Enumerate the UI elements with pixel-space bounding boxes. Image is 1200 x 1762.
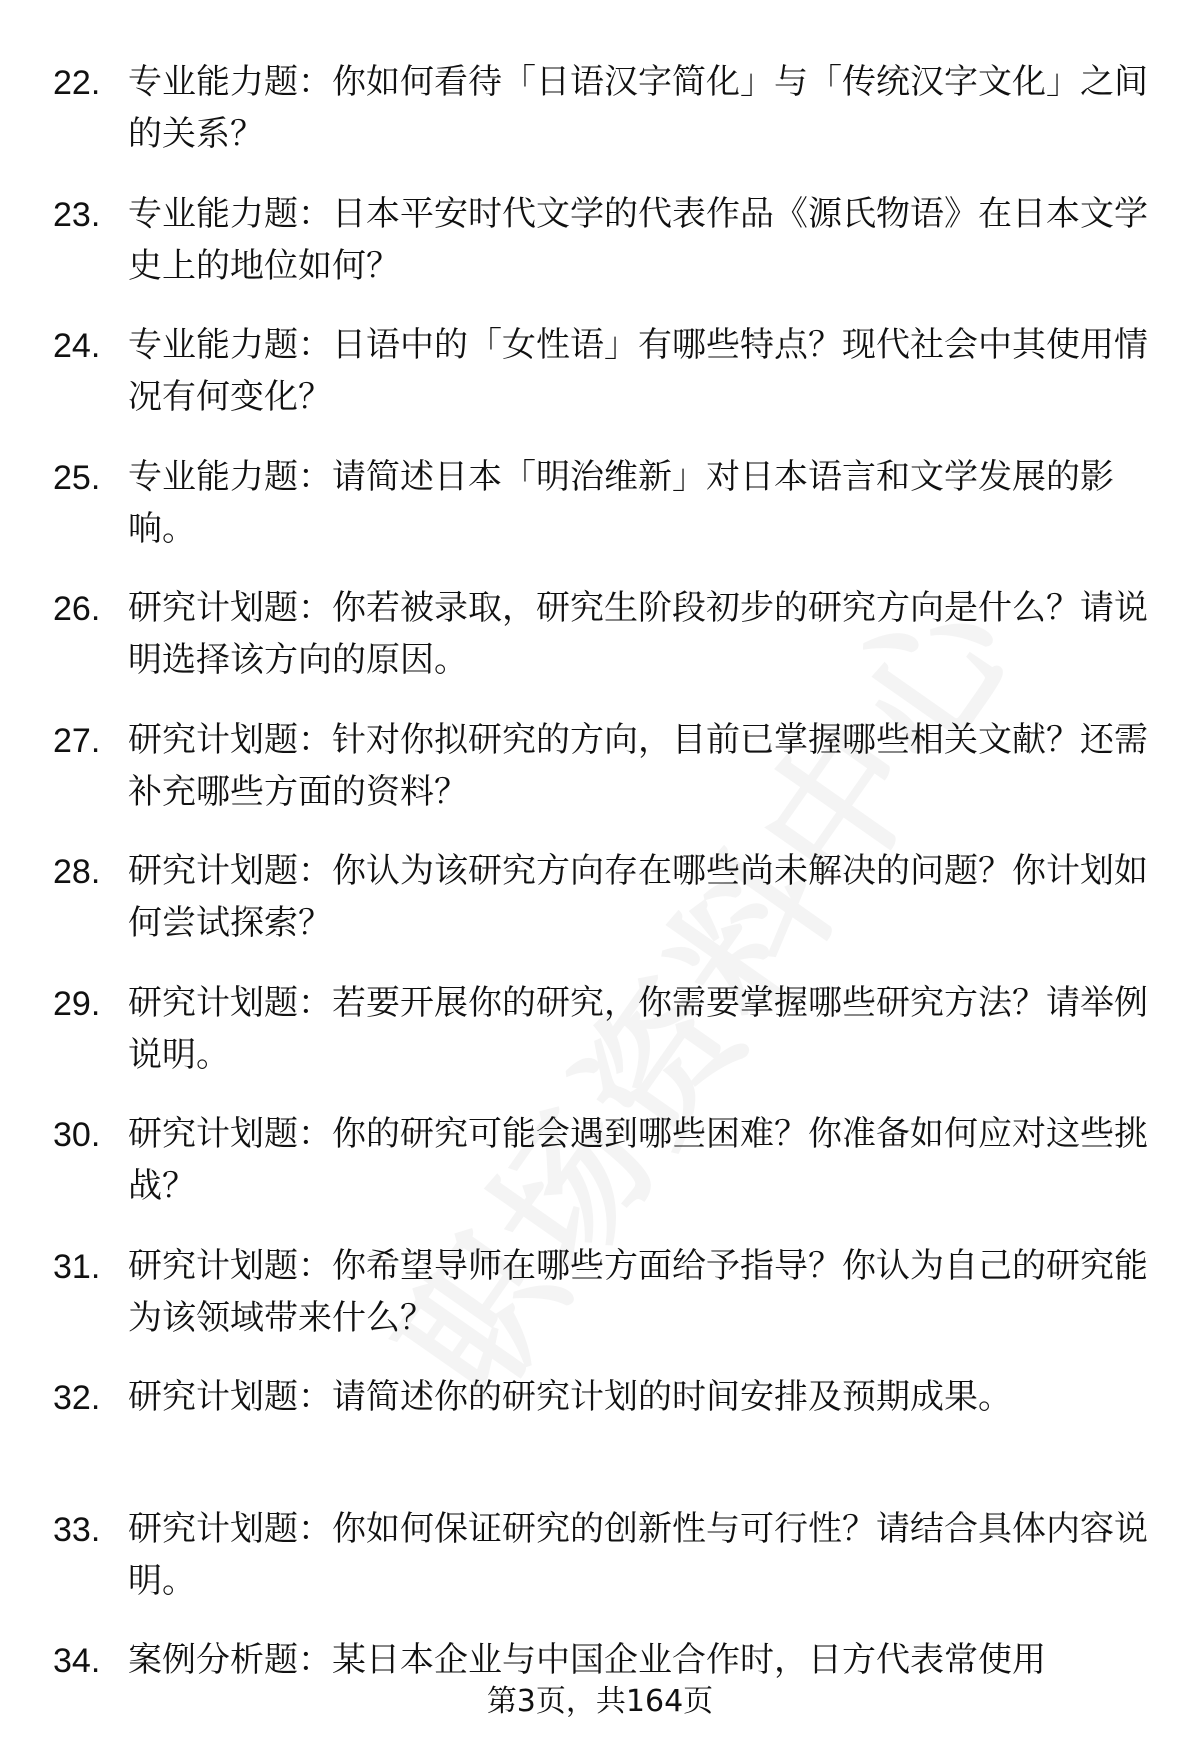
- question-text: 研究计划题：请简述你的研究计划的时间安排及预期成果。: [128, 1377, 1012, 1417]
- question-number: 27.: [53, 721, 101, 760]
- question-number: 24.: [53, 327, 101, 365]
- question-number: 23.: [53, 195, 101, 234]
- question-item: [0, 710, 1200, 842]
- question-number: 34.: [53, 1642, 101, 1680]
- question-number: 28.: [53, 853, 101, 891]
- question-text: 专业能力题：请简述日本「明治维新」对日本语言和文学发展的影响。: [128, 456, 1114, 549]
- question-text: 专业能力题：你如何看待「日语汉字简化」与「传统汉字文化」之间的关系？: [128, 62, 1148, 154]
- question-text: 案例分析题：某日本企业与中国企业合作时，日方代表常使用: [128, 1640, 1046, 1680]
- question-item: [0, 1104, 1200, 1236]
- question-item: [0, 1367, 1200, 1499]
- question-item: [0, 1236, 1200, 1368]
- question-list: [0, 52, 1200, 1762]
- question-number: 29.: [53, 984, 101, 1023]
- question-number: 32.: [53, 1379, 101, 1417]
- question-number: 25.: [53, 458, 101, 497]
- question-text: 研究计划题：你如何保证研究的创新性与可行性？请结合具体内容说明。: [128, 1508, 1148, 1601]
- question-item: [0, 315, 1200, 447]
- question-text: 专业能力题：日本平安时代文学的代表作品《源氏物语》在日本文学史上的地位如何？: [128, 193, 1148, 286]
- question-text: 研究计划题：你的研究可能会遇到哪些困难？你准备如何应对这些挑战？: [128, 1114, 1148, 1206]
- question-item: [0, 973, 1200, 1105]
- question-text: 研究计划题：针对你拟研究的方向，目前已掌握哪些相关文献？还需补充哪些方面的资料？: [128, 719, 1148, 812]
- question-number: 30.: [53, 1116, 101, 1154]
- question-text: 研究计划题：你希望导师在哪些方面给予指导？你认为自己的研究能为该领域带来什么？: [128, 1245, 1148, 1338]
- question-item: [0, 52, 1200, 184]
- question-text: 研究计划题：你认为该研究方向存在哪些尚未解决的问题？你计划如何尝试探索？: [128, 851, 1148, 943]
- question-item: [0, 184, 1200, 316]
- question-item: [0, 578, 1200, 710]
- question-item: [0, 1499, 1200, 1631]
- question-text: 研究计划题：你若被录取，研究生阶段初步的研究方向是什么？请说明选择该方向的原因。: [128, 588, 1148, 680]
- question-item: [0, 447, 1200, 579]
- page-number-label: 第3页，共164页: [486, 1684, 714, 1719]
- question-number: 31.: [53, 1247, 101, 1286]
- question-number: 26.: [53, 590, 101, 628]
- question-text: 研究计划题：若要开展你的研究，你需要掌握哪些研究方法？请举例说明。: [128, 982, 1148, 1075]
- question-text: 专业能力题：日语中的「女性语」有哪些特点？现代社会中其使用情况有何变化？: [128, 325, 1148, 417]
- page-footer: [0, 1680, 1200, 1724]
- question-number: 22.: [53, 64, 101, 102]
- question-item: [0, 841, 1200, 973]
- question-number: 33.: [53, 1510, 101, 1549]
